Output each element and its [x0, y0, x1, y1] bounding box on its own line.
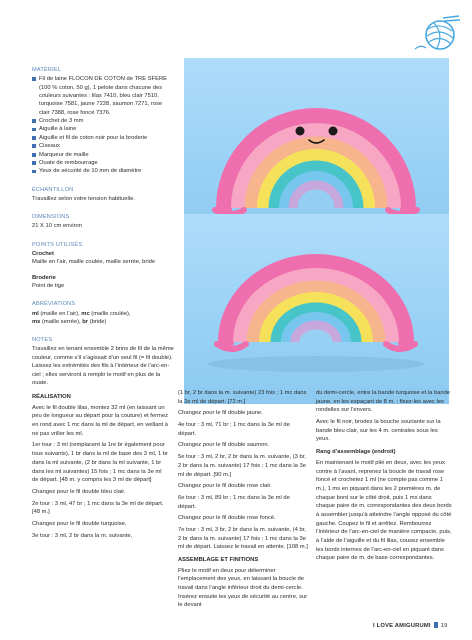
instruction-paragraph: Changez pour le fil double rose foncé. — [178, 515, 276, 522]
materiel-section — [32, 66, 174, 176]
materiel-list — [32, 75, 174, 176]
yarn-ball-logo-icon — [413, 14, 461, 52]
instruction-paragraph: 2e tour : 3 ml, 47 br ; 1 mc dans la 3e ml de départ. [48 m.] — [32, 500, 164, 516]
materiel-item: Fil de laine FLOCON DE COTON de TRE SFERE (100 % coton, 50 g), 1 pelote dans chacune des couleurs suivantes : lilas 7410, bleu clair 7510, turquoise 7581, jaune 7228, saumon 7271, rose clair 7388, rose foncé 7376. — [32, 75, 174, 117]
abbr-ml-def: (maille en l’air), — [38, 310, 82, 317]
instructions-column-1 — [32, 389, 168, 543]
abreviations-label: ABRÉVIATIONS — [32, 301, 76, 308]
points-label: POINTS UTILISÉS — [32, 241, 83, 248]
dimensions-section — [32, 213, 174, 231]
instruction-paragraph: 6e tour : 3 ml, 89 br ; 1 mc dans la 3e ml de départ. — [178, 494, 290, 510]
instruction-paragraph: Changez pour le fil double saumon. — [178, 442, 270, 449]
dimensions-label: DIMENSIONS — [32, 214, 70, 221]
instruction-paragraph: (1 br, 2 br dans la m. suivante) 23 fois ; 1 mc dans la 3e ml de départ. [72 m.] — [178, 390, 307, 405]
broderie-text: Point de tige — [32, 283, 65, 290]
materiel-item: Crochet de 3 mm — [32, 117, 174, 125]
echantillon-section — [32, 186, 174, 204]
points-section — [32, 241, 174, 291]
instruction-paragraph: Changez pour le fil double bleu clair. — [32, 488, 126, 495]
abbr-ml: ml — [32, 310, 39, 317]
materiel-item: Ouate de rembourrage — [32, 159, 174, 167]
abbr-mc: mc — [81, 310, 90, 317]
echantillon-text: Travaillez selon votre tension habituelle. — [32, 195, 135, 202]
instruction-paragraph: du demi-cercle, entre la bande turquoise et la bande jaune, en les espaçant de 8 m. ; fixez-les avec les rondelles sur l’envers. — [316, 390, 451, 414]
materiel-item: Aiguille et fil de coton noir pour la broderie — [32, 134, 174, 142]
instruction-paragraph: Changez pour le fil double jaune. — [178, 410, 263, 417]
rainbow-amigurumi-back-image — [184, 214, 449, 404]
instructions-column-2 — [178, 389, 309, 613]
notes-text: Travaillez en tenant ensemble 2 brins de fil de la même couleur, comme s’il s’agissait d’un seul fil (= fil double). Laissez les extrémités des fils à l’intérieur de l’arc-en-ciel ; elles serviront à remplir le motif en plus de la ouate. — [32, 346, 174, 387]
realisation-heading: RÉALISATION — [32, 394, 71, 400]
abbr-ms: ms — [32, 318, 41, 325]
dimensions-text: 21 X 10 cm environ — [32, 223, 82, 230]
rainbow-photo-back — [184, 214, 449, 404]
materials-sidebar — [32, 66, 174, 397]
instruction-paragraph: 4e tour : 3 ml, 71 br ; 1 mc dans la 3e ml de départ. — [178, 422, 290, 437]
echantillon-label: ÉCHANTILLON — [32, 186, 74, 193]
instruction-paragraph: 1er tour : 3 ml (remplacent la 1re br également pour tous suivants), 1 br dans la ml de base des 3 ml, 1 br dans la ml suivante, (2 br dans la ml suivante, 1 br dans les ml suivantes) 15 fois ; 1 mc dans la 3e ml de départ. [48 m. y compris les 3 ml de départ] — [32, 442, 168, 484]
abbr-br-def: (bride) — [88, 318, 107, 325]
instruction-paragraph: Pliez le motif en deux pour déterminer l’emplacement des yeux, en laissant la boucle de travail dans l’angle inférieur droit du demi-cercle. Insérez ensuite les yeux de sécurité au centre, sur le devant — [178, 567, 308, 609]
crochet-subtitle: Crochet — [32, 250, 54, 257]
abreviations-section — [32, 300, 174, 326]
instructions-column-3 — [316, 389, 452, 566]
instruction-paragraph: 3e tour : 3 ml, 2 br dans la m. suivante, — [32, 532, 133, 539]
rang-assemblage-heading: Rang d’assemblage (endroit) — [316, 449, 396, 456]
assemblage-heading: ASSEMBLAGE ET FINITIONS — [178, 557, 259, 563]
abbr-ms-def: (maille serrée), — [40, 318, 83, 325]
abreviations-text — [32, 310, 174, 327]
instruction-paragraph: En maintenant le motif plié en deux, avec les yeux contre à l’avant, reprenez la boucle de travail rose foncé et crochetez 1 ml (ne compte pas comme 1 m.), 1 ms en piquant dans les 2 premières m. de chaque bord sur le côté droit, puis 1 ms dans chaque paire de m. correspondantes des deux bords à assembler jusqu’à atteindre l’angle opposé du côté gauche. Coupez le fil et arrêtez. Rembourrez l’intérieur de l’arc-en-ciel de manière compacte, puis, à l’aide de l’aiguille et du fil lilas, cousez ensemble les bords internes de l’arc-en-ciel en piquant dans chaque paire de m. de base correspondantes. — [316, 459, 452, 562]
materiel-item: Yeux de sécurité de 10 mm de diamètre — [32, 167, 174, 175]
materiel-item: Ciseaux — [32, 142, 174, 150]
magazine-name: I LOVE AMIGURUMI — [373, 623, 431, 629]
page-number: 19 — [440, 623, 448, 629]
notes-section — [32, 336, 174, 387]
materiel-item: Aiguille à laine — [32, 125, 174, 133]
instruction-paragraph: Changez pour le fil double rose clair. — [178, 483, 272, 490]
instruction-paragraph: Avec le fil noir, brodez la bouche souriante sur la bande bleu clair, sur les 4 m. centrales sous les yeux. — [316, 419, 441, 443]
materiel-label: MATÉRIEL — [32, 67, 62, 73]
instruction-paragraph: Avec le fil double lilas, montez 32 ml (en laissant un peu de longueur au départ pour la couture) et fermez en rond avec 1 mc dans la ml de départ, en veillant à ne pas vriller les ml. — [32, 404, 168, 437]
broderie-subtitle: Broderie — [32, 274, 56, 281]
abbr-mc-def: (maille coulée), — [89, 310, 131, 317]
crochet-text: Maille en l’air, maille coulée, maille serrée, bride — [32, 259, 156, 266]
instruction-paragraph: Changez pour le fil double turquoise. — [32, 520, 127, 527]
instruction-paragraph: 5e tour : 3 ml, 2 br, 2 br dans la m. suivante, (3 br, 2 br dans la m. suivante) 17 fois ; 1 mc dans la 3e ml de départ. [90 m.] — [178, 454, 306, 478]
abbr-br: br — [82, 318, 89, 325]
materiel-item: Marqueur de maille — [32, 151, 174, 159]
footer-separator — [434, 622, 438, 628]
page-footer — [373, 622, 448, 629]
instruction-paragraph: 7e tour : 3 ml, 3 br, 2 br dans la m. suivante, (4 br, 2 br dans la m. suivante) 17 fois ; 1 mc dans la 3e ml de départ. Laissez le travail en attente. [108 m.] — [178, 526, 308, 551]
notes-label: NOTES — [32, 337, 53, 344]
